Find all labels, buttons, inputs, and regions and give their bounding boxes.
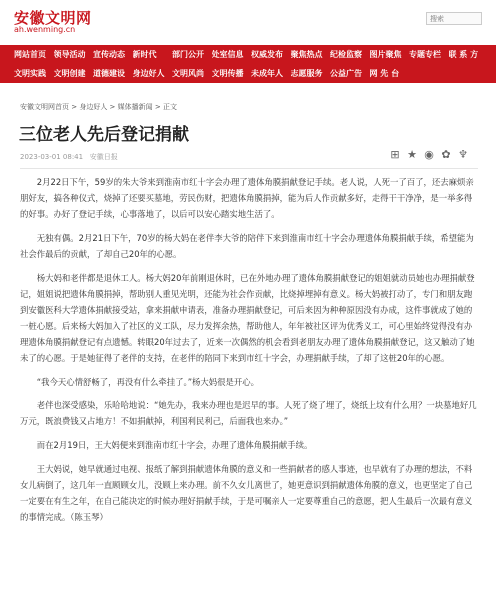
article-paragraph: 老伴也深受感染，乐哈哈地说：“她先办，我来办理也是迟早的事。人死了烧了埋了，烧纸上坟有什么用？一块墓地好几万元，既浪费钱又占地方！不如捐献掉，利国利民利己，后面我也来办。” bbox=[20, 400, 477, 426]
article-paragraph: “我今天心情舒畅了，再没有什么牵挂了。”杨大妈很是开心。 bbox=[36, 377, 260, 387]
article-date: 2023-03-01 08:41 bbox=[20, 153, 84, 161]
share-add-icon[interactable]: ⊞ bbox=[390, 148, 400, 161]
nav-item-topics[interactable]: 专题专栏 bbox=[409, 50, 441, 59]
article-paragraph: 无独有偶。2月21日下午，70岁的杨大妈在老伴李大爷的陪伴下来到淮南市红十字会办理遗体角膜捐献手续，希望能为社会作最后的贡献，了却自己20年的心愿。 bbox=[20, 233, 474, 259]
article-title: 三位老人先后登记捐献 bbox=[19, 125, 189, 145]
article-paragraph: 杨大妈和老伴都是退休工人。杨大妈20年前刚退休时，已在外地办理了遗体角膜捐献登记的姐姐就动员她也办理捐献登记，姐姐说把遗体角膜捐掉，帮助别人重见光明，还能为社会作贡献，比烧掉埋掉有意义。杨大妈被打动了，专门和朋友跑到安徽医科大学遗体捐献接受站，拿来捐献申请表，准备办理捐献登记，可后来因为种种原因没有办成，这件事就成了她的一桩心愿。后来杨大妈加入了社区的义工队，尽力发挥余热，帮助他人，年年被社区评为优秀义工，可心里始终觉得没有办理遗体角膜捐献登记有点遗憾。转眼20年过去了，近来一次偶然的机会看到老朋友办理了遗体角膜捐献登记，这又触动了她未了的心愿。于是她征得了老伴的支持，在老伴的陪同下来到市红十字会，办理捐献手续，了却了这桩20年的心愿。 bbox=[20, 273, 475, 363]
nav-item-creation[interactable]: 文明创建 bbox=[53, 69, 86, 78]
article-body bbox=[20, 174, 480, 533]
site-logo-url: ah.wenming.cn bbox=[14, 25, 76, 34]
share-renren-icon[interactable]: ♆ bbox=[458, 148, 468, 161]
nav-item-new-era[interactable]: 新时代 bbox=[132, 50, 157, 59]
search-input[interactable] bbox=[426, 12, 482, 25]
nav-item-custom[interactable]: 文明风尚 bbox=[172, 69, 204, 78]
share-qzone-icon[interactable]: ★ bbox=[407, 148, 417, 161]
article-source: 安徽日报 bbox=[89, 153, 118, 161]
nav-item-dept-public[interactable]: 部门公开 bbox=[172, 50, 204, 59]
nav-item-leaders[interactable]: 领导活动 bbox=[53, 50, 86, 59]
nav-item-ads[interactable]: 公益广告 bbox=[330, 69, 362, 78]
nav-item-releases[interactable]: 权威发布 bbox=[251, 50, 283, 59]
site-header bbox=[0, 0, 496, 40]
nav-row-1 bbox=[0, 45, 496, 64]
nav-item-office-info[interactable]: 处室信息 bbox=[211, 50, 244, 59]
share-tencent-icon[interactable]: ✿ bbox=[441, 148, 451, 161]
nav-item-discipline[interactable]: 纪检监察 bbox=[330, 50, 362, 59]
site-logo[interactable]: 安徽文明网 bbox=[14, 9, 92, 27]
nav-item-good-people[interactable]: 身边好人 bbox=[132, 69, 165, 78]
article-meta bbox=[20, 152, 118, 162]
article-paragraph: 王大妈说，她早就通过电视、报纸了解到捐献遗体角膜的意义和一些捐献者的感人事迹，也早就有了办理的想法，不料女儿病倒了，这几年一直顾顾女儿，没顾上来办理。前不久女儿离世了，她更意识到捐献遗体角膜的意义，也更坚定了自己一定要在有生之年，在自己能决定的时候办理好捐献手续，于是可嘱亲人一定要尊重自己的意愿，把人生最后一次最有意义的事情完成。（陈玉琴） bbox=[20, 464, 473, 522]
article-paragraph: 而在2月19日，王大妈便来到淮南市红十字会，办理了遗体角膜捐献手续。 bbox=[36, 440, 313, 450]
share-weibo-icon[interactable]: ◉ bbox=[424, 148, 434, 161]
nav-item-practice[interactable]: 文明实践 bbox=[14, 69, 46, 78]
article-paragraph: 2月22日下午，59岁的朱大爷来到淮南市红十字会办理了遗体角膜捐献登记手续。老人说，人死一了百了，还去麻烦亲朋好友，搞各种仪式，烧掉了还要买墓地，劳民伤财，把遗体角膜捐掉，能为后人作贡献多好，走得干干净净，是一举多得的好事。办好了登记手续，心事落地了，以后可以安心踏实地生活了。 bbox=[20, 177, 474, 219]
nav-item-spread[interactable]: 文明传播 bbox=[211, 69, 244, 78]
nav-item-volunteer[interactable]: 志愿服务 bbox=[290, 69, 323, 78]
nav-row-2 bbox=[0, 64, 496, 83]
breadcrumb[interactable]: 安徽文明网首页 > 身边好人 > 媒体播新闻 > 正文 bbox=[20, 103, 177, 111]
nav-item-home[interactable]: 网站首页 bbox=[14, 50, 46, 59]
nav-item-web-platform[interactable]: 网 先 台 bbox=[369, 69, 400, 78]
nav-item-news[interactable]: 宣传动态 bbox=[93, 50, 125, 59]
nav-item-minors[interactable]: 未成年人 bbox=[251, 69, 283, 78]
nav-item-morality[interactable]: 道德建设 bbox=[93, 69, 125, 78]
nav-item-photos[interactable]: 图片聚焦 bbox=[369, 50, 402, 59]
main-nav bbox=[0, 45, 496, 83]
title-divider bbox=[20, 168, 478, 169]
nav-item-contact[interactable]: 联 系 方 bbox=[448, 50, 479, 59]
nav-item-hotspots[interactable]: 聚焦热点 bbox=[290, 50, 323, 59]
share-bar bbox=[388, 148, 470, 162]
